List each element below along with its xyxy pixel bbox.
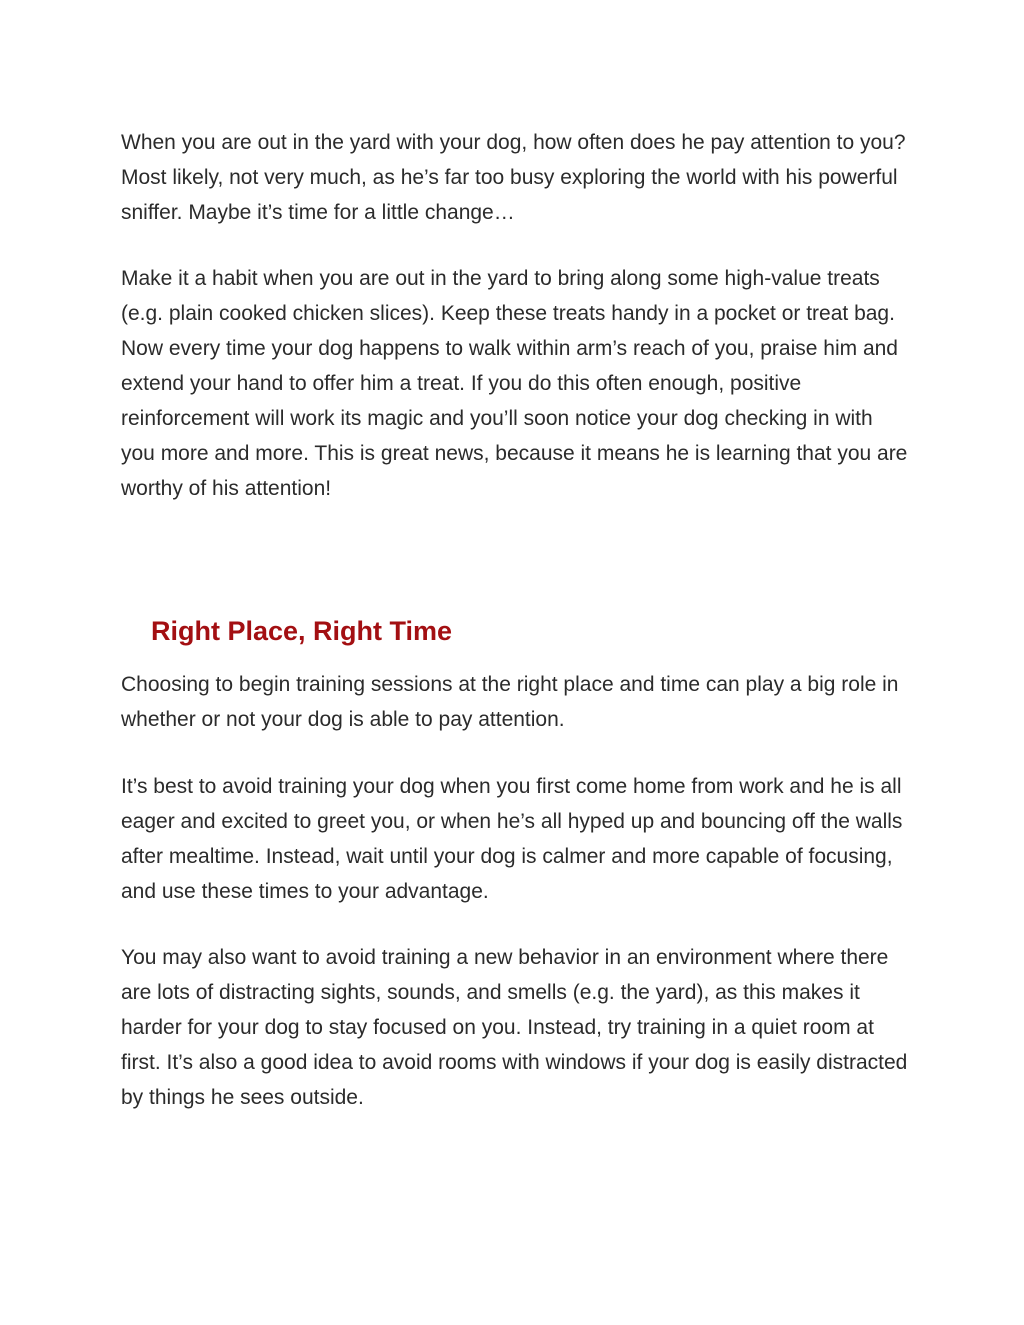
section-heading: Right Place, Right Time [151, 616, 453, 646]
paragraph-avoid-environment: You may also want to avoid training a new behavior in an environment where there are lots of distracting sights, sounds, and smells (e.g. the yard), as this makes it harder for your dog to stay focused on you. Instead, try training in a quiet room at first. It’s also a good idea to avoid rooms with windows if your dog is easily distracted by things he sees outside. [121, 946, 908, 1109]
paragraph-yard-attention: When you are out in the yard with your dog, how often does he pay attention to you? Most likely, not very much, as he’s far too busy exploring the world with his powerful sniffer. Maybe it’s time for a little change… [121, 131, 906, 224]
paragraph-treat-habit: Make it a habit when you are out in the yard to bring along some high-value treats (e.g. plain cooked chicken slices). Keep these treats handy in a pocket or treat bag. Now every time your dog happens to walk within arm’s reach of you, praise him and extend your hand to offer him a treat. If you do this often enough, positive reinforcement will work its magic and you’ll soon notice your dog checking in with you more and more. This is great news, because it means he is learning that you are worthy of his attention! [121, 267, 908, 500]
paragraph-avoid-timing: It’s best to avoid training your dog when you first come home from work and he is all eager and excited to greet you, or when he’s all hyped up and bouncing off the walls after mealtime. Instead, wait until your dog is calmer and more capable of focusing, and use these times to your advantage. [121, 775, 903, 903]
paragraph-place-time: Choosing to begin training sessions at the right place and time can play a big role in whether or not your dog is able to pay attention. [121, 673, 899, 731]
